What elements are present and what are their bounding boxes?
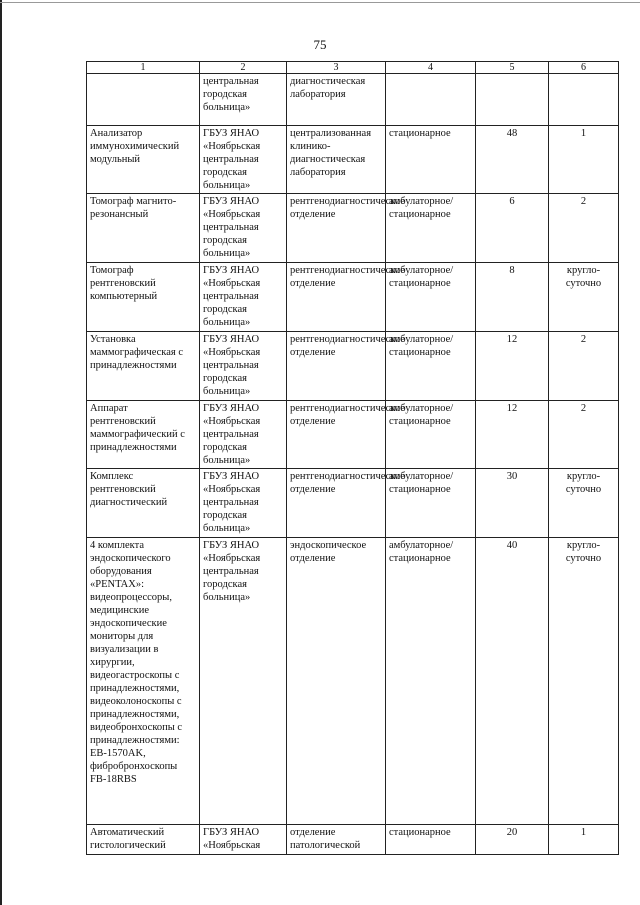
mode-cell: кругло-суточно — [549, 469, 619, 538]
page-number: 75 — [313, 37, 327, 52]
institution-cell: ГБУЗ ЯНАО «Ноябрьская центральная городская больница» — [200, 538, 287, 825]
column-header: 4 — [386, 62, 476, 74]
scan-top-edge — [0, 2, 640, 3]
care-type-cell: амбулаторное/ стационарное — [386, 263, 476, 332]
column-header: 2 — [200, 62, 287, 74]
institution-cell: ГБУЗ ЯНАО «Ноябрьская центральная городская больница» — [200, 126, 287, 194]
department-cell: рентгенодиагностическое отделение — [287, 469, 386, 538]
care-type-cell: стационарное — [386, 126, 476, 194]
department-cell: диагностическая лаборатория — [287, 74, 386, 126]
institution-cell: ГБУЗ ЯНАО «Ноябрьская центральная городская больница» — [200, 469, 287, 538]
mode-cell: 1 — [549, 126, 619, 194]
column-header: 3 — [287, 62, 386, 74]
quantity-cell: 12 — [476, 332, 549, 401]
table-header-row — [87, 62, 619, 74]
institution-cell: ГБУЗ ЯНАО «Ноябрьская центральная городская больница» — [200, 194, 287, 263]
equipment-name-cell: 4 комплекта эндоскопического оборудования «PENTAX»: видеопроцессоры, медицинские эндоскопические мониторы для визуализации в хирургии, видеогастроскопы с принадлежностями, видеоколоноскопы с принадлежностями, видеобронхоскопы с принадлежностями: EB-1570AK, фибробронхоскопы FB-18RBS — [87, 538, 200, 825]
institution-cell: ГБУЗ ЯНАО «Ноябрьская — [200, 825, 287, 855]
department-cell: отделение патологической — [287, 825, 386, 855]
department-cell: эндоскопическое отделение — [287, 538, 386, 825]
mode-cell: 1 — [549, 825, 619, 855]
equipment-table — [86, 61, 619, 855]
care-type-cell: амбулаторное/ стационарное — [386, 538, 476, 825]
mode-cell: 2 — [549, 194, 619, 263]
care-type-cell: амбулаторное/ стационарное — [386, 332, 476, 401]
table-row — [87, 194, 619, 263]
quantity-cell: 30 — [476, 469, 549, 538]
equipment-name-cell: Комплекс рентгеновский диагностический — [87, 469, 200, 538]
table-row — [87, 401, 619, 469]
table-row — [87, 74, 619, 126]
quantity-cell: 6 — [476, 194, 549, 263]
mode-cell — [549, 74, 619, 126]
quantity-cell: 8 — [476, 263, 549, 332]
equipment-name-cell: Аппарат рентгеновский маммографический с принадлежностями — [87, 401, 200, 469]
quantity-cell: 48 — [476, 126, 549, 194]
table-row — [87, 332, 619, 401]
table-row — [87, 263, 619, 332]
column-header: 1 — [87, 62, 200, 74]
table-row — [87, 825, 619, 855]
institution-cell: ГБУЗ ЯНАО «Ноябрьская центральная городская больница» — [200, 263, 287, 332]
department-cell: рентгенодиагностическое отделение — [287, 263, 386, 332]
column-header: 6 — [549, 62, 619, 74]
quantity-cell: 40 — [476, 538, 549, 825]
equipment-name-cell — [87, 74, 200, 126]
equipment-name-cell: Установка маммографическая с принадлежностями — [87, 332, 200, 401]
quantity-cell: 12 — [476, 401, 549, 469]
mode-cell: 2 — [549, 401, 619, 469]
mode-cell: кругло-суточно — [549, 538, 619, 825]
table-row — [87, 126, 619, 194]
equipment-name-cell: Томограф рентгеновский компьютерный — [87, 263, 200, 332]
institution-cell: ГБУЗ ЯНАО «Ноябрьская центральная городская больница» — [200, 401, 287, 469]
institution-cell: ГБУЗ ЯНАО «Ноябрьская центральная городская больница» — [200, 332, 287, 401]
column-header: 5 — [476, 62, 549, 74]
care-type-cell: амбулаторное/ стационарное — [386, 194, 476, 263]
care-type-cell: стационарное — [386, 825, 476, 855]
mode-cell: кругло-суточно — [549, 263, 619, 332]
scan-left-edge — [0, 0, 2, 905]
care-type-cell: амбулаторное/ стационарное — [386, 401, 476, 469]
department-cell: рентгенодиагностическое отделение — [287, 194, 386, 263]
care-type-cell: амбулаторное/ стационарное — [386, 469, 476, 538]
quantity-cell: 20 — [476, 825, 549, 855]
mode-cell: 2 — [549, 332, 619, 401]
department-cell: рентгенодиагностическое отделение — [287, 332, 386, 401]
table-row — [87, 469, 619, 538]
institution-cell: центральная городская больница» — [200, 74, 287, 126]
table-row — [87, 538, 619, 825]
department-cell: централизованная клинико-диагностическая лаборатория — [287, 126, 386, 194]
quantity-cell — [476, 74, 549, 126]
care-type-cell — [386, 74, 476, 126]
equipment-name-cell: Автоматический гистологический — [87, 825, 200, 855]
equipment-name-cell: Томограф магнито-резонансный — [87, 194, 200, 263]
equipment-name-cell: Анализатор иммунохимический модульный — [87, 126, 200, 194]
department-cell: рентгенодиагностическое отделение — [287, 401, 386, 469]
